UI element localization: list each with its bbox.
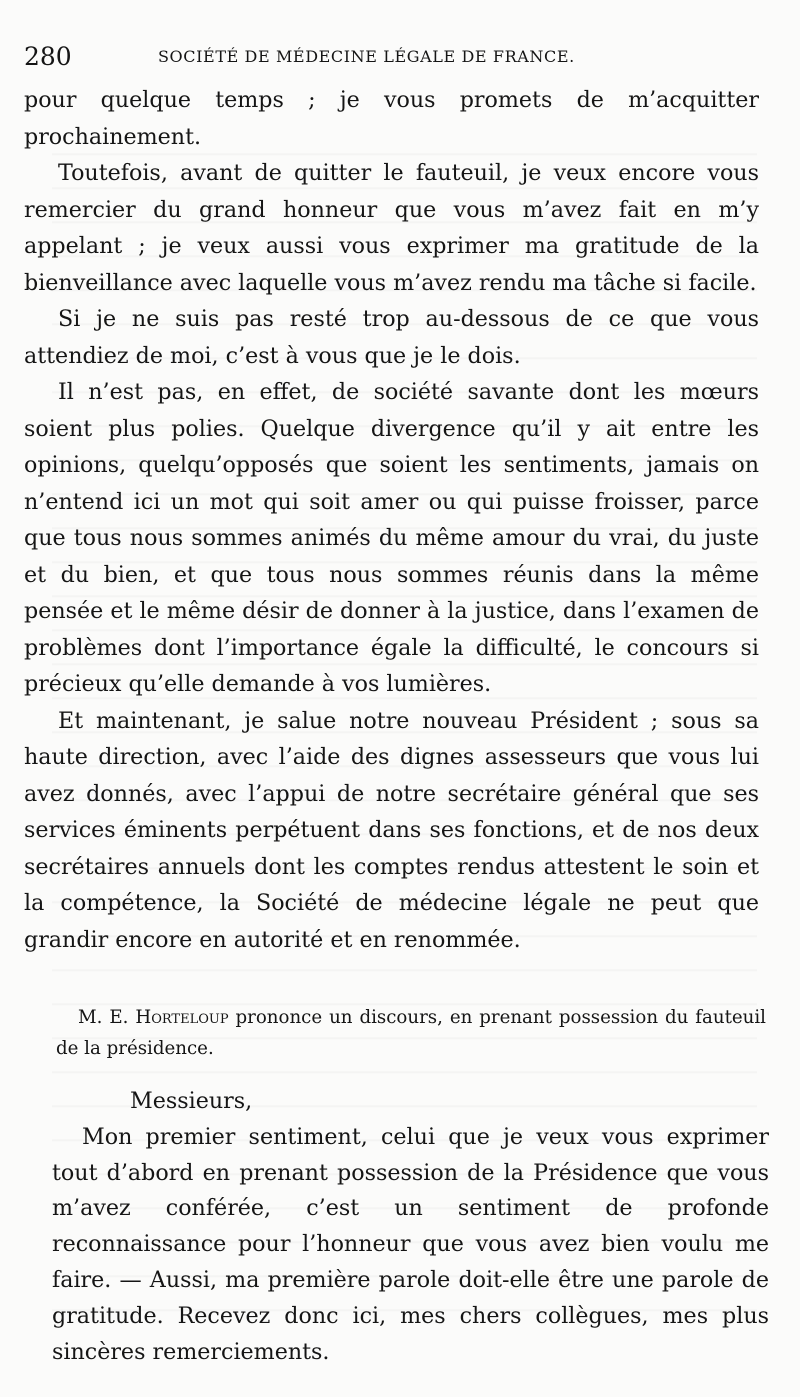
announcement-paragraph [56,1002,766,1064]
running-head: SOCIÉTÉ DE MÉDECINE LÉGALE DE FRANCE. [158,47,575,66]
speech-paragraph: Mon premier sentiment, celui que je veux vous exprimer tout d’abord en prenant possession de la Présidence que vous m’avez conférée, c’est un sentiment de profonde reconnaissance pour l’honneur que vous avez bien voulu me faire. — Aussi, ma première parole doit-elle être une parole de gratitude. Recevez donc ici, mes chers collègues, mes plus sincères remerciements. [52,1123,769,1365]
speech-section [52,1084,769,1370]
announcement-text: prononce un discours, en prenant possession du fauteuil de la présidence. [56,1007,766,1059]
page-number: 280 [24,42,72,71]
speech-salutation: Messieurs, [130,1088,253,1114]
paragraph-gratitude: Si je ne suis pas resté trop au-dessous de ce que vous attendiez de moi, c’est à vous que je le dois. [24,306,759,369]
paragraph-new-president: Et maintenant, je salue notre nouveau Président ; sous sa haute direction, avec l’aide des dignes assesseurs que vous lui avez donnés, avec l’appui de notre secrétaire général que ses services éminents perpétuent dans ses fonctions, et de nos deux secrétaires annuels dont les comptes rendus attestent le soin et la compétence, la Société de médecine légale ne peut que grandir encore en autorité et en renommée. [24,707,759,953]
speaker-name: Horteloup [135,1007,229,1028]
announcement-prefix: M. E. [78,1007,136,1028]
paragraph-society: Il n’est pas, en effet, de société savante dont les mœurs soient plus polies. Quelque divergence qu’il y ait entre les opinions, quelqu’opposés que soient les sentiments, jamais on n’entend ici un mot qui soit amer ou qui puisse froisser, parce que tous nous sommes animés du même amour du vrai, du juste et du bien, et que tous nous sommes réunis dans la même pensée et le même désir de donner à la justice, dans l’examen de problèmes dont l’importance égale la difficulté, le concours si précieux qu’elle demande à vos lumières. [24,379,759,697]
main-text [24,82,759,958]
page-header [24,42,784,78]
paragraph-thanks: Toutefois, avant de quitter le fauteuil, je veux encore vous remercier du grand honneur que vous m’avez fait en m’y appelant ; je veux aussi vous exprimer ma gratitude de la bienveillance avec laquelle vous m’avez rendu ma tâche si facile. [24,160,759,296]
continuation-paragraph: pour quelque temps ; je vous promets de m’acquitter prochainement. [24,87,759,150]
